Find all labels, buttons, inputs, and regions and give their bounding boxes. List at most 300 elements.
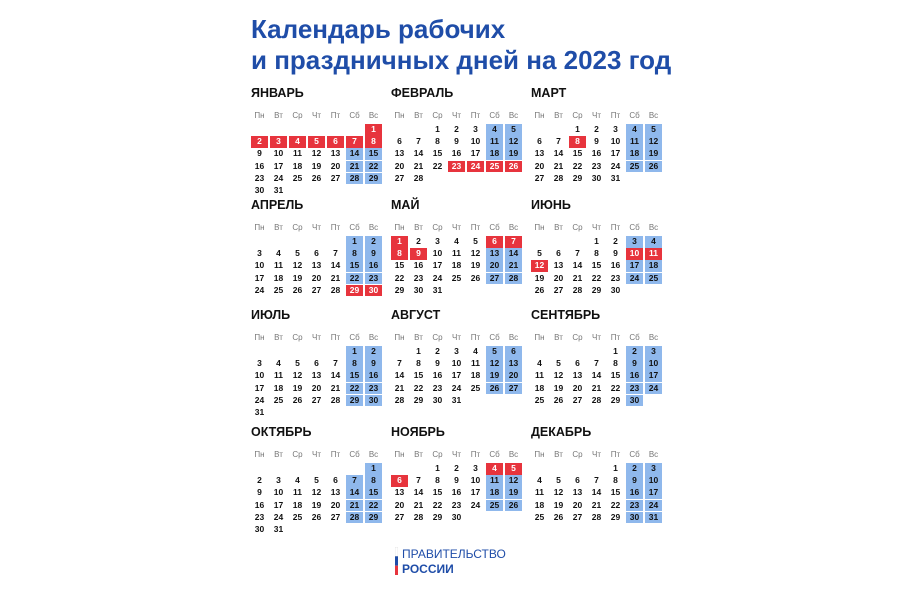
day-cell: 15 (610, 487, 621, 498)
day-cell: 11 (293, 148, 302, 159)
day-cell: 7 (575, 248, 580, 259)
weekday-header: Пт (330, 333, 341, 342)
weekend-day-cell: 13 (486, 248, 503, 260)
weekday-header: Чт (592, 111, 601, 120)
weekend-day-cell: 14 (346, 148, 363, 160)
day-cell: 31 (273, 185, 284, 195)
day-cell: 16 (254, 499, 265, 510)
day-cell: 25 (534, 511, 545, 522)
weekend-day-cell: 2 (626, 463, 643, 475)
day-cell: 26 (470, 272, 481, 283)
weekend-day-cell: 23 (365, 273, 382, 285)
day-cell: 16 (610, 260, 621, 271)
day-cell: 7 (333, 358, 338, 369)
weekend-day-cell: 4 (486, 124, 503, 136)
day-cell: 2 (435, 346, 440, 356)
day-cell: 18 (470, 370, 481, 381)
day-cell: 1 (613, 346, 618, 356)
day-cell: 14 (330, 370, 341, 381)
day-cell: 2 (594, 124, 599, 134)
day-cell: 8 (613, 358, 618, 369)
day-cell: 16 (254, 160, 265, 171)
day-cell: 17 (273, 499, 284, 510)
day-cell: 6 (537, 136, 542, 147)
day-cell: 27 (311, 394, 322, 405)
weekend-day-cell: 5 (645, 124, 662, 136)
holiday-day-cell: 1 (365, 124, 382, 136)
weekday-header: Пн (254, 333, 265, 342)
weekday-header: Вт (414, 333, 423, 342)
holiday-day-cell: 24 (467, 161, 484, 173)
holiday-day-cell: 6 (486, 236, 503, 248)
weekend-day-cell: 19 (645, 148, 662, 160)
day-cell: 4 (537, 475, 542, 486)
holiday-day-cell: 10 (626, 248, 643, 260)
holiday-day-cell: 5 (308, 136, 325, 148)
weekend-day-cell: 12 (505, 136, 522, 148)
day-cell: 23 (451, 499, 462, 510)
weekend-day-cell: 11 (486, 475, 503, 487)
day-cell: 8 (435, 136, 440, 147)
day-cell: 21 (553, 160, 564, 171)
day-cell: 29 (432, 511, 443, 522)
day-cell: 3 (257, 248, 262, 259)
day-cell: 17 (470, 487, 481, 498)
title-line-2: и праздничных дней на 2023 год (251, 45, 672, 75)
weekday-header: Пн (254, 111, 265, 120)
weekend-day-cell: 2 (626, 346, 643, 358)
day-cell: 20 (311, 382, 322, 393)
weekday-header: Вс (508, 450, 519, 459)
day-cell: 20 (572, 499, 583, 510)
weekend-day-cell: 23 (365, 383, 382, 395)
weekday-header: Пн (534, 111, 545, 120)
weekday-header: Ср (572, 111, 583, 120)
weekend-day-cell: 12 (645, 136, 662, 148)
day-cell: 26 (311, 172, 322, 183)
month-name: МАЙ (391, 198, 420, 212)
day-cell: 3 (613, 124, 618, 134)
day-cell: 26 (534, 284, 545, 295)
holiday-day-cell: 23 (448, 161, 465, 173)
day-cell: 19 (292, 272, 303, 283)
day-cell: 10 (470, 136, 481, 147)
month-name: АВГУСТ (391, 308, 441, 322)
month-name: ОКТЯБРЬ (251, 425, 312, 439)
day-cell: 24 (610, 160, 621, 171)
weekday-header: Вс (648, 333, 659, 342)
day-cell: 19 (311, 499, 322, 510)
weekend-day-cell: 28 (505, 273, 522, 285)
day-cell: 27 (330, 511, 341, 522)
day-cell: 7 (556, 136, 561, 147)
day-cell: 18 (273, 272, 284, 283)
weekend-day-cell: 19 (486, 370, 503, 382)
day-cell: 13 (572, 370, 583, 381)
day-cell: 9 (257, 487, 262, 498)
weekday-header: Ср (432, 450, 443, 459)
weekday-header: Пт (610, 333, 621, 342)
weekend-day-cell: 17 (645, 370, 662, 382)
day-cell: 8 (613, 475, 618, 486)
day-cell: 20 (394, 160, 405, 171)
day-cell: 19 (553, 499, 564, 510)
day-cell: 17 (470, 148, 481, 159)
day-cell: 16 (451, 148, 462, 159)
day-cell: 6 (397, 136, 402, 147)
weekday-header: Сб (349, 111, 360, 120)
day-cell: 12 (311, 487, 322, 498)
day-cell: 25 (470, 382, 481, 393)
day-cell: 20 (572, 382, 583, 393)
weekend-day-cell: 15 (365, 148, 382, 160)
holiday-day-cell: 4 (289, 136, 306, 148)
day-cell: 24 (254, 284, 265, 295)
weekday-header: Сб (349, 223, 360, 232)
weekend-day-cell: 11 (626, 136, 643, 148)
day-cell: 14 (572, 260, 583, 271)
day-cell: 31 (254, 407, 265, 417)
weekday-header: Пн (394, 333, 405, 342)
day-cell: 30 (254, 185, 265, 195)
day-cell: 15 (394, 260, 405, 271)
day-cell: 26 (292, 284, 303, 295)
day-cell: 3 (257, 358, 262, 369)
weekday-header: Ср (572, 450, 583, 459)
day-cell: 20 (311, 272, 322, 283)
weekday-header: Сб (489, 111, 500, 120)
day-cell: 29 (413, 394, 424, 405)
holiday-day-cell: 1 (391, 236, 408, 248)
weekday-header: Сб (629, 450, 640, 459)
weekday-header: Ср (292, 333, 303, 342)
day-cell: 27 (534, 172, 545, 183)
day-cell: 25 (292, 511, 303, 522)
weekday-header: Пн (254, 450, 265, 459)
weekday-header: Пн (394, 450, 405, 459)
day-cell: 14 (413, 487, 424, 498)
day-cell: 5 (473, 236, 478, 246)
weekend-day-cell: 2 (365, 236, 382, 248)
day-cell: 4 (473, 346, 478, 356)
day-cell: 6 (333, 475, 338, 486)
weekday-header: Сб (629, 333, 640, 342)
day-cell: 14 (553, 148, 564, 159)
day-cell: 18 (534, 382, 545, 393)
weekend-day-cell: 20 (505, 370, 522, 382)
day-cell: 2 (416, 236, 421, 246)
weekday-header: Чт (312, 111, 321, 120)
day-cell: 18 (451, 260, 462, 271)
day-cell: 21 (330, 382, 341, 393)
weekday-header: Пт (610, 223, 621, 232)
day-cell: 2 (454, 124, 459, 134)
weekday-header: Пт (470, 223, 481, 232)
month-name: ФЕВРАЛЬ (391, 86, 454, 100)
weekday-header: Вт (414, 223, 423, 232)
weekday-header: Сб (629, 111, 640, 120)
day-cell: 4 (295, 475, 300, 486)
day-cell: 31 (432, 284, 443, 295)
weekday-header: Вт (554, 111, 563, 120)
day-cell: 5 (314, 475, 319, 486)
weekday-header: Пн (394, 223, 405, 232)
weekday-header: Вт (414, 450, 423, 459)
weekday-header: Пн (254, 223, 265, 232)
day-cell: 22 (394, 272, 405, 283)
day-cell: 14 (330, 260, 341, 271)
weekday-header: Пн (534, 333, 545, 342)
weekend-day-cell: 18 (626, 148, 643, 160)
day-cell: 9 (613, 248, 618, 259)
weekend-day-cell: 16 (626, 370, 643, 382)
day-cell: 22 (610, 382, 621, 393)
weekday-header: Вт (274, 450, 283, 459)
day-cell: 6 (556, 248, 561, 259)
month-name: ИЮЛЬ (251, 308, 291, 322)
day-cell: 20 (330, 160, 341, 171)
day-cell: 30 (432, 394, 443, 405)
day-cell: 30 (591, 172, 602, 183)
weekday-header: Сб (489, 333, 500, 342)
holiday-day-cell: 12 (531, 260, 548, 272)
day-cell: 12 (553, 487, 564, 498)
day-cell: 13 (553, 260, 564, 271)
weekday-header: Пт (470, 450, 481, 459)
weekend-day-cell: 15 (346, 260, 363, 272)
weekday-header: Сб (349, 450, 360, 459)
day-cell: 7 (333, 248, 338, 259)
weekday-header: Чт (312, 450, 321, 459)
weekday-header: Вт (554, 450, 563, 459)
day-cell: 22 (572, 160, 583, 171)
weekday-header: Пн (534, 223, 545, 232)
weekend-day-cell: 30 (626, 512, 643, 524)
day-cell: 28 (413, 511, 424, 522)
month-name: ДЕКАБРЬ (531, 425, 592, 439)
day-cell: 25 (534, 394, 545, 405)
month-name: СЕНТЯБРЬ (531, 308, 601, 322)
weekday-header: Вс (508, 223, 519, 232)
day-cell: 29 (610, 511, 621, 522)
day-cell: 3 (473, 463, 478, 473)
day-cell: 11 (471, 358, 480, 369)
day-cell: 26 (553, 394, 564, 405)
day-cell: 15 (413, 370, 424, 381)
day-cell: 14 (413, 148, 424, 159)
weekend-day-cell: 11 (486, 136, 503, 148)
weekend-day-cell: 13 (505, 358, 522, 370)
day-cell: 12 (470, 248, 481, 259)
weekday-header: Чт (452, 111, 461, 120)
weekday-header: Ср (292, 111, 303, 120)
day-cell: 1 (435, 124, 440, 134)
day-cell: 23 (610, 272, 621, 283)
day-cell: 12 (311, 148, 322, 159)
day-cell: 9 (594, 136, 599, 147)
weekday-header: Пн (534, 450, 545, 459)
day-cell: 3 (435, 236, 440, 246)
day-cell: 27 (311, 284, 322, 295)
weekday-header: Вс (508, 111, 519, 120)
holiday-day-cell: 5 (505, 463, 522, 475)
day-cell: 12 (292, 370, 303, 381)
day-cell: 17 (451, 370, 462, 381)
weekend-day-cell: 22 (346, 383, 363, 395)
weekend-day-cell: 23 (626, 383, 643, 395)
day-cell: 5 (537, 248, 542, 259)
day-cell: 17 (273, 160, 284, 171)
month-name: МАРТ (531, 86, 567, 100)
weekday-header: Вс (368, 111, 379, 120)
weekday-header: Чт (592, 450, 601, 459)
weekday-header: Ср (432, 333, 443, 342)
day-cell: 7 (416, 136, 421, 147)
day-cell: 28 (394, 394, 405, 405)
day-cell: 10 (610, 136, 621, 147)
logo-text-line-1: ПРАВИТЕЛЬСТВО (402, 547, 506, 561)
day-cell: 10 (254, 370, 265, 381)
day-cell: 30 (610, 284, 621, 295)
weekend-day-cell: 18 (645, 260, 662, 272)
day-cell: 24 (254, 394, 265, 405)
day-cell: 9 (435, 358, 440, 369)
day-cell: 11 (535, 370, 544, 381)
day-cell: 27 (553, 284, 564, 295)
weekday-header: Чт (312, 333, 321, 342)
day-cell: 28 (330, 284, 341, 295)
day-cell: 3 (276, 475, 281, 486)
weekend-day-cell: 3 (645, 346, 662, 358)
weekend-day-cell: 16 (626, 487, 643, 499)
weekday-header: Вс (648, 111, 659, 120)
weekday-header: Ср (572, 333, 583, 342)
day-cell: 31 (451, 394, 462, 405)
holiday-day-cell: 7 (505, 236, 522, 248)
weekend-day-cell: 10 (645, 358, 662, 370)
weekday-header: Ср (432, 111, 443, 120)
weekend-day-cell: 29 (365, 173, 382, 185)
weekend-day-cell: 24 (645, 500, 662, 512)
day-cell: 13 (311, 260, 322, 271)
holiday-day-cell: 8 (569, 136, 586, 148)
day-cell: 27 (572, 394, 583, 405)
day-cell: 1 (575, 124, 580, 134)
day-cell: 19 (470, 260, 481, 271)
weekend-day-cell: 27 (486, 273, 503, 285)
day-cell: 22 (432, 499, 443, 510)
holiday-day-cell: 6 (391, 475, 408, 487)
day-cell: 30 (413, 284, 424, 295)
day-cell: 24 (432, 272, 443, 283)
weekend-day-cell: 3 (645, 463, 662, 475)
day-cell: 15 (432, 487, 443, 498)
day-cell: 17 (254, 382, 265, 393)
day-cell: 22 (591, 272, 602, 283)
weekend-day-cell: 16 (365, 370, 382, 382)
weekend-day-cell: 29 (365, 512, 382, 524)
day-cell: 28 (413, 172, 424, 183)
day-cell: 20 (553, 272, 564, 283)
day-cell: 16 (591, 148, 602, 159)
day-cell: 12 (292, 260, 303, 271)
holiday-day-cell: 6 (327, 136, 344, 148)
weekend-day-cell: 24 (645, 383, 662, 395)
day-cell: 3 (454, 346, 459, 356)
day-cell: 15 (432, 148, 443, 159)
day-cell: 11 (274, 260, 283, 271)
day-cell: 23 (432, 382, 443, 393)
weekend-day-cell: 9 (365, 248, 382, 260)
day-cell: 2 (257, 475, 262, 486)
day-cell: 25 (273, 394, 284, 405)
day-cell: 25 (451, 272, 462, 283)
holiday-day-cell: 8 (365, 136, 382, 148)
day-cell: 28 (553, 172, 564, 183)
day-cell: 7 (416, 475, 421, 486)
day-cell: 23 (254, 172, 265, 183)
weekday-header: Вс (368, 223, 379, 232)
day-cell: 29 (394, 284, 405, 295)
day-cell: 21 (572, 272, 583, 283)
weekend-day-cell: 10 (645, 475, 662, 487)
day-cell: 19 (292, 382, 303, 393)
day-cell: 19 (311, 160, 322, 171)
day-cell: 30 (451, 511, 462, 522)
day-cell: 16 (413, 260, 424, 271)
day-cell: 21 (591, 499, 602, 510)
title-line-1: Календарь рабочих (251, 14, 506, 44)
day-cell: 29 (572, 172, 583, 183)
weekend-day-cell: 28 (346, 173, 363, 185)
day-cell: 10 (470, 475, 481, 486)
day-cell: 10 (273, 487, 284, 498)
day-cell: 17 (432, 260, 443, 271)
day-cell: 15 (591, 260, 602, 271)
weekend-day-cell: 18 (486, 487, 503, 499)
day-cell: 20 (534, 160, 545, 171)
day-cell: 27 (330, 172, 341, 183)
day-cell: 27 (572, 511, 583, 522)
weekday-header: Пт (330, 450, 341, 459)
weekend-day-cell: 8 (346, 358, 363, 370)
weekday-header: Пт (330, 111, 341, 120)
month-name: НОЯБРЬ (391, 425, 445, 439)
weekend-day-cell: 25 (645, 273, 662, 285)
weekday-header: Вс (648, 223, 659, 232)
weekend-day-cell: 12 (486, 358, 503, 370)
day-cell: 24 (470, 499, 481, 510)
flag-bar-icon (395, 547, 398, 575)
weekend-day-cell: 25 (486, 500, 503, 512)
month-name: АПРЕЛЬ (251, 198, 304, 212)
day-cell: 20 (394, 499, 405, 510)
weekday-header: Ср (432, 223, 443, 232)
weekday-header: Сб (629, 223, 640, 232)
day-cell: 19 (553, 382, 564, 393)
day-cell: 20 (330, 499, 341, 510)
weekday-header: Чт (452, 450, 461, 459)
day-cell: 13 (394, 487, 405, 498)
day-cell: 16 (432, 370, 443, 381)
day-cell: 31 (610, 172, 621, 183)
day-cell: 23 (254, 511, 265, 522)
day-cell: 5 (295, 358, 300, 369)
day-cell: 24 (451, 382, 462, 393)
weekend-day-cell: 14 (505, 248, 522, 260)
day-cell: 5 (556, 358, 561, 369)
weekend-day-cell: 26 (505, 500, 522, 512)
